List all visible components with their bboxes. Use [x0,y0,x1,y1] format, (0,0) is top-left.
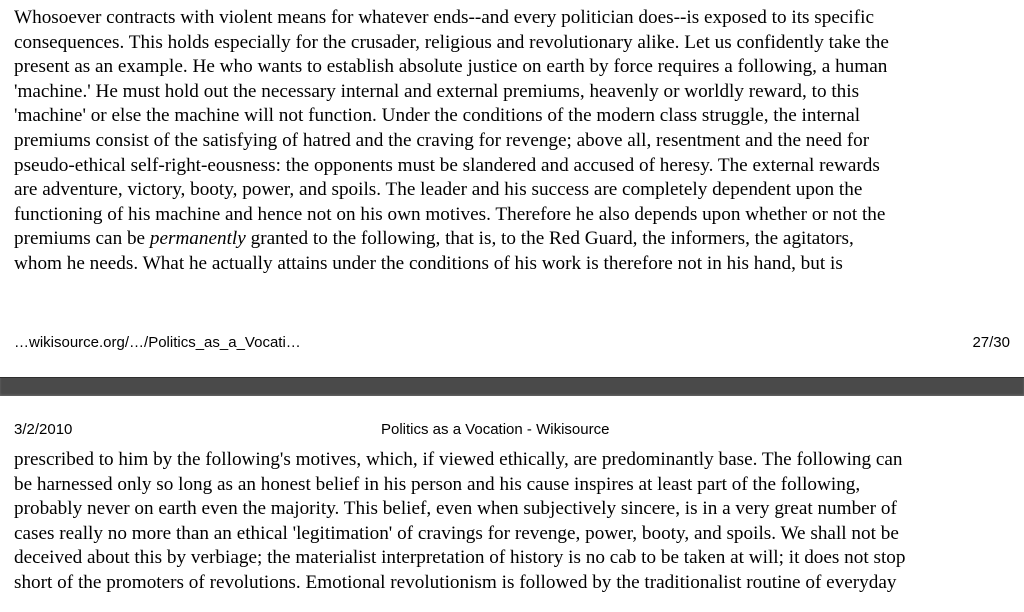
text-line [14,178,1014,203]
text-run: are adventure, victory, booty, power, and spoils. The leader and his success are completely dependent upon the [14,179,863,201]
text-run: prescribed to him by the following's motives, which, if viewed ethically, are predominantly base. The following can [14,449,903,470]
text-line [14,546,1014,571]
page-body-text [14,6,1014,277]
text-run: cases really no more than an ethical 'legitimation' of cravings for revenge, power, booty, and spoils. We shall not be [14,522,899,544]
text-run: Whosoever contracts with violent means for whatever ends--and every politician does--is exposed to its specific [14,7,874,28]
header-date: 3/2/2010 [14,421,73,438]
text-line [14,252,1014,277]
text-line [14,55,1014,80]
page-body-text [14,448,1014,596]
text-run: premiums consist of the satisfying of hatred and the craving for revenge; above all, resentment and the need for [14,129,870,151]
text-run: probably never on earth even the majority. This belief, even when subjectively sincere, is in a very great number of [14,498,897,520]
header-title: Politics as a Vocation - Wikisource [381,421,610,438]
page-separator [0,377,1024,397]
text-line [14,448,1014,473]
text-line [14,203,1014,228]
text-run: pseudo-ethical self-right-eousness: the opponents must be slandered and accused of heresy. The external rewards [14,154,880,176]
text-run: 'machine' or else the machine will not function. Under the conditions of the modern class struggle, the internal [14,105,861,127]
text-line [14,104,1014,129]
text-line [14,31,1014,56]
text-run: whom he needs. What he actually attains under the conditions of his work is therefore not in his hand, but is [14,252,843,274]
text-line [14,129,1014,154]
text-line [14,473,1014,498]
text-line [14,227,1014,252]
emphasized-text: permanently [149,228,246,250]
text-run: short of the promoters of revolutions. Emotional revolutionism is followed by the traditionalist routine of everyday [14,571,897,593]
text-line [14,497,1014,522]
text-run: be harnessed only so long as an honest belief in his person and his cause inspires at least part of the following, [14,473,861,495]
footer-source-url: …wikisource.org/…/Politics_as_a_Vocati… [14,334,301,351]
text-line [14,80,1014,105]
text-run: 'machine.' He must hold out the necessary internal and external premiums, heavenly or worldly reward, to this [14,80,860,102]
text-run: functioning of his machine and hence not on his own motives. Therefore he also depends upon whether or not the [14,203,886,225]
text-run: granted to the following, that is, to the Red Guard, the informers, the agitators, [245,228,854,250]
text-line [14,522,1014,547]
text-line [14,6,1014,31]
text-line [14,571,1014,596]
text-run: premiums can be [14,228,150,250]
text-line [14,154,1014,179]
text-run: consequences. This holds especially for the crusader, religious and revolutionary alike. Let us confidently take the [14,31,889,53]
pdf-page-28 [0,396,1024,612]
text-run: present as an example. He who wants to establish absolute justice on earth by force requires a following, a human [14,56,888,78]
footer-page-number: 27/30 [972,334,1010,351]
text-run: deceived about this by verbiage; the materialist interpretation of history is no cab to be taken at will; it does not stop [14,547,906,569]
